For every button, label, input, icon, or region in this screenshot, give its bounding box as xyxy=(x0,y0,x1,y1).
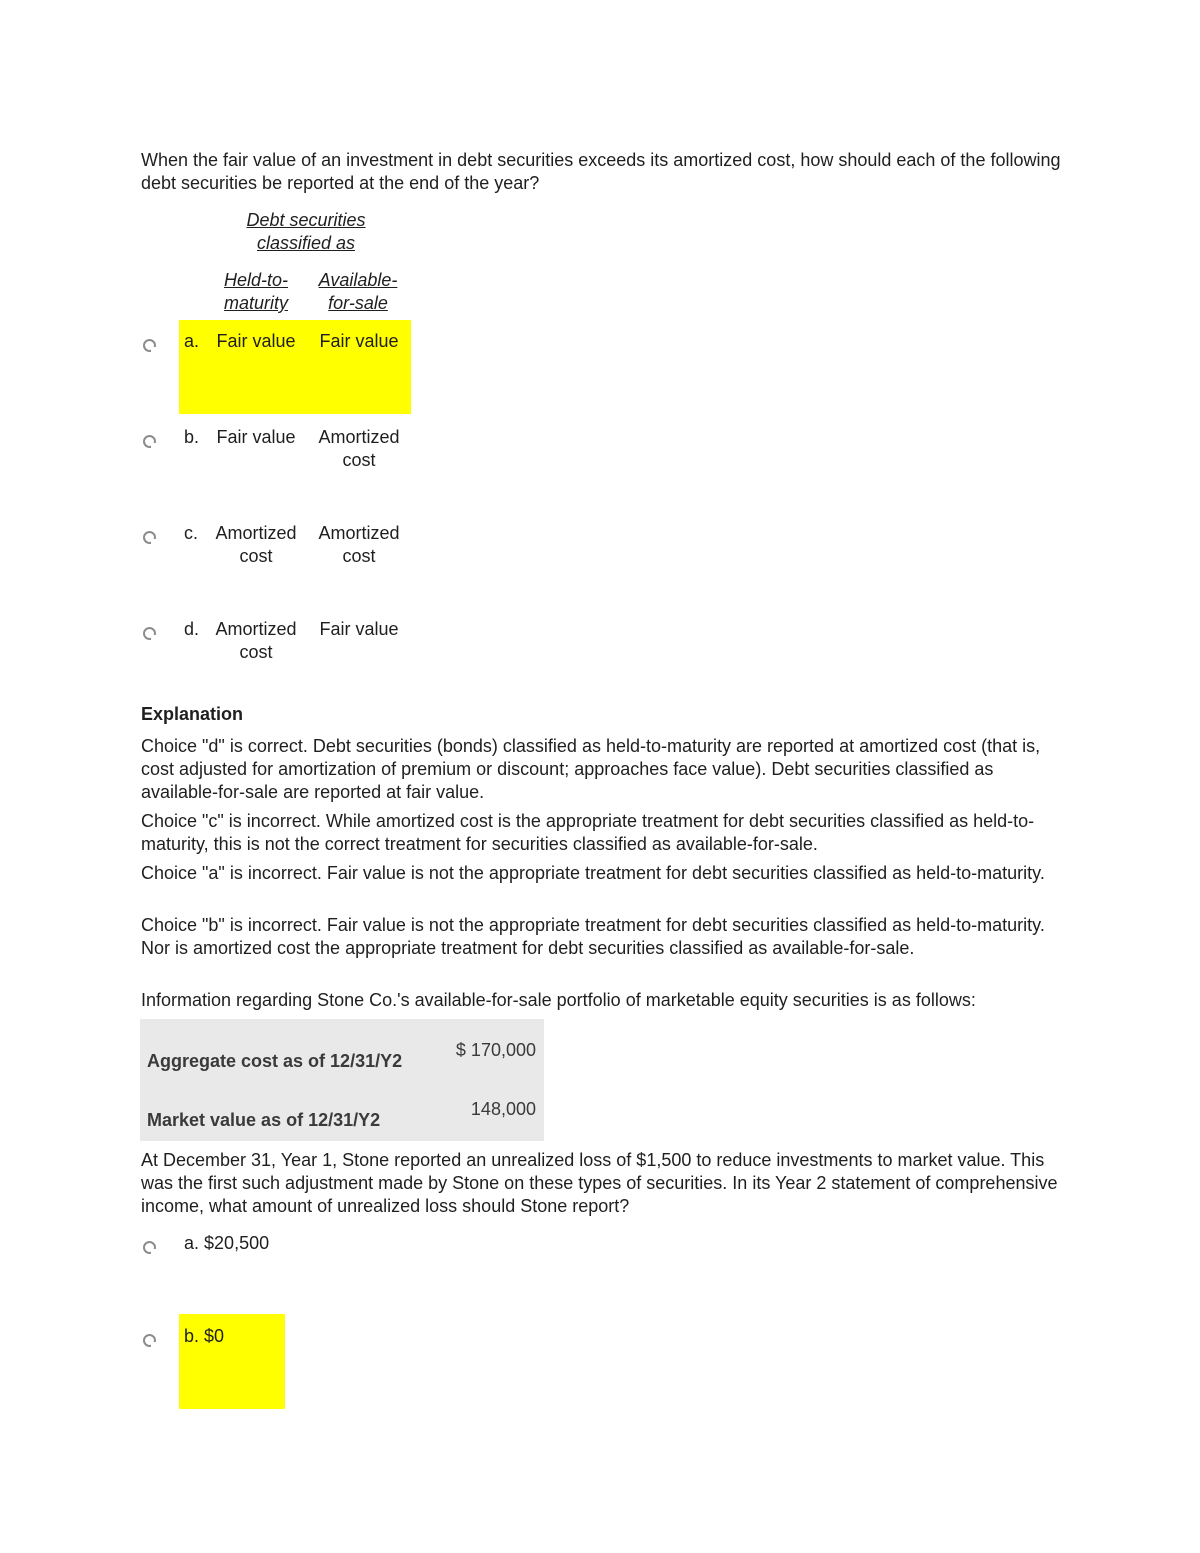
col2-line1: Available- xyxy=(318,270,398,290)
option-a-col2-line1: Fair value xyxy=(319,331,399,351)
option-d-col1 xyxy=(206,618,306,664)
explanation-paragraph: Choice "a" is incorrect. Fair value is not the appropriate treatment for debt securities classified as held-to-maturity. xyxy=(141,863,1045,883)
option-c-col1-line2: cost xyxy=(239,546,273,566)
col-header-held-to-maturity xyxy=(206,269,306,315)
option-b-col2-line1: Amortized xyxy=(318,427,400,447)
option-d-letter: d. xyxy=(184,619,200,639)
q2-option-a-radio[interactable] xyxy=(143,1241,156,1254)
option-d-col1-line1: Amortized xyxy=(215,619,297,639)
option-b-col1 xyxy=(206,426,306,449)
explanation-paragraph: Choice "d" is correct. Debt securities (bonds) classified as held-to-maturity are reported at amortized cost (that is, cost adjusted for amortization of premium or discount; approaches face value). Debt securities classified as available-for-sale are reported at fair value. xyxy=(141,736,1041,802)
option-b-col2-line2: cost xyxy=(342,450,376,470)
q2-option-b-letter: b. xyxy=(184,1326,200,1346)
option-b-radio[interactable] xyxy=(143,435,156,448)
col1-line1: Held-to- xyxy=(223,270,289,290)
option-b-letter: b. xyxy=(184,427,200,447)
q2-option-a-letter: a. xyxy=(184,1233,200,1253)
option-a-col1-line1: Fair value xyxy=(216,331,296,351)
q2-option-b xyxy=(184,1325,224,1348)
option-c-col2-line2: cost xyxy=(342,546,376,566)
group-header-line2: classified as xyxy=(256,233,356,253)
q2-option-a-value: $20,500 xyxy=(204,1233,270,1253)
question-2-text: At December 31, Year 1, Stone reported an unrealized loss of $1,500 to reduce investments to market value. This was the first such adjustment made by Stone on these types of securities. In its Year 2 statement of comprehensive income, what amount of unrealized loss should Stone report? xyxy=(141,1150,1058,1216)
table-row-value: 148,000 xyxy=(470,1099,536,1119)
option-c-col2-line1: Amortized xyxy=(318,523,400,543)
q2-option-a xyxy=(184,1232,269,1255)
option-d-col1-line2: cost xyxy=(239,642,273,662)
option-d-col2-line1: Fair value xyxy=(319,619,399,639)
question-2-intro: Information regarding Stone Co.'s available-for-sale portfolio of marketable equity securities is as follows: xyxy=(141,990,976,1010)
option-d-radio[interactable] xyxy=(143,627,156,640)
option-b-col2 xyxy=(308,426,410,472)
option-c-letter: c. xyxy=(184,523,199,543)
q2-option-b-value: $0 xyxy=(204,1326,225,1346)
option-d-col2 xyxy=(308,618,410,641)
group-header xyxy=(221,209,391,255)
option-c-col1-line1: Amortized xyxy=(215,523,297,543)
option-c-radio[interactable] xyxy=(143,531,156,544)
explanation-paragraph: Choice "c" is incorrect. While amortized cost is the appropriate treatment for debt securities classified as held-to-maturity, this is not the correct treatment for securities classified as available-for-sale. xyxy=(141,811,1035,854)
col1-line2: maturity xyxy=(223,293,288,313)
option-c-col2 xyxy=(308,522,410,568)
table-row-label: Market value as of 12/31/Y2 xyxy=(147,1110,381,1130)
option-a-letter: a. xyxy=(184,331,200,351)
option-a-radio[interactable] xyxy=(143,339,156,352)
col2-line2: for-sale xyxy=(328,293,388,313)
explanation-paragraph: Choice "b" is incorrect. Fair value is not the appropriate treatment for debt securities classified as held-to-maturity. Nor is amortized cost the appropriate treatment for debt securities classified as available-for-sale. xyxy=(141,915,1045,958)
explanation-title: Explanation xyxy=(141,704,244,724)
option-c-col1 xyxy=(206,522,306,568)
option-a-col2 xyxy=(308,330,410,353)
table-row-label: Aggregate cost as of 12/31/Y2 xyxy=(147,1051,403,1071)
q2-option-b-radio[interactable] xyxy=(143,1334,156,1347)
group-header-line1: Debt securities xyxy=(246,210,366,230)
table-row-value: $ 170,000 xyxy=(455,1040,536,1060)
option-b-col1-line1: Fair value xyxy=(216,427,296,447)
question-1-text: When the fair value of an investment in debt securities exceeds its amortized cost, how should each of the following debt securities be reported at the end of the year? xyxy=(141,150,1061,193)
col-header-available-for-sale xyxy=(308,269,408,315)
portfolio-table xyxy=(140,1019,544,1141)
option-a-col1 xyxy=(206,330,306,353)
